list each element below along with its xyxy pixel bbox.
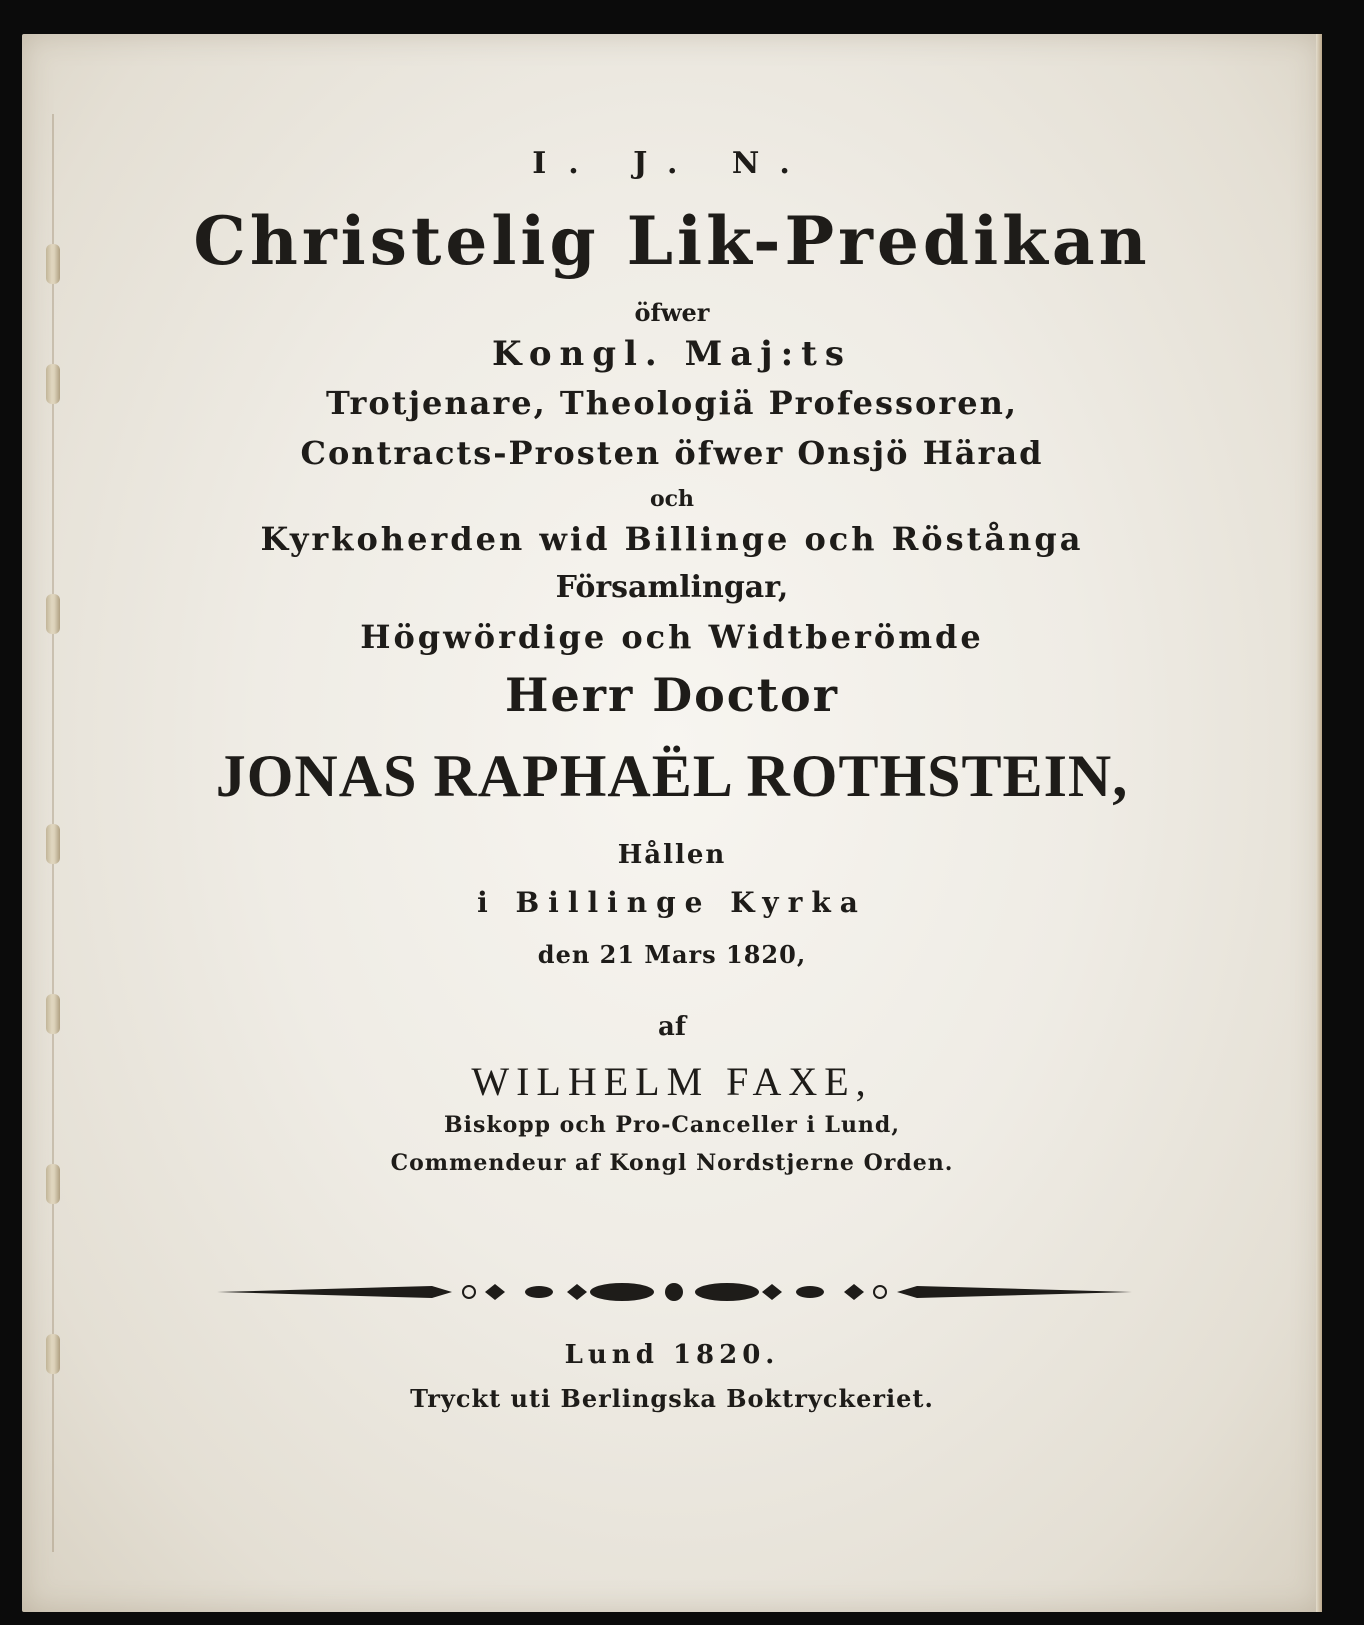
page-title: Christelig Lik-Predikan: [193, 202, 1151, 280]
title-line-2: Kongl. Maj:ts: [492, 334, 852, 374]
title-line-4: Contracts-Prosten öfwer Onsjö Härad: [300, 434, 1044, 472]
author-title-1: Biskopp och Pro-Canceller i Lund,: [444, 1112, 900, 1138]
deceased-name: JONAS RAPHAËL ROTHSTEIN,: [215, 743, 1129, 809]
author-name: WILHELM FAXE,: [471, 1059, 873, 1104]
date-line: den 21 Mars 1820,: [537, 940, 807, 969]
author-title-2: Commendeur af Kongl Nordstjerne Orden.: [390, 1150, 954, 1176]
title-page: [22, 34, 1322, 1612]
invocation: I. J. N.: [532, 146, 812, 181]
imprint-place-year: Lund 1820.: [564, 1340, 780, 1370]
title-line-3: Trotjenare, Theologiä Professoren,: [326, 384, 1018, 422]
title-line-7: Församlingar,: [555, 570, 789, 605]
by-line: af: [657, 1012, 687, 1042]
title-line-1: öfwer: [634, 298, 710, 327]
title-line-6: Kyrkoherden wid Billinge och Röstånga: [260, 520, 1084, 558]
held-line: Hållen: [617, 840, 727, 870]
title-line-5: och: [649, 486, 695, 512]
imprint-printer: Tryckt uti Berlingska Boktryckeriet.: [410, 1384, 934, 1413]
title-line-8: Högwördige och Widtberömde: [360, 618, 984, 656]
honorific: Herr Doctor: [505, 668, 839, 722]
place-line: i Billinge Kyrka: [477, 886, 867, 919]
ornamental-rule: [217, 1277, 1132, 1307]
